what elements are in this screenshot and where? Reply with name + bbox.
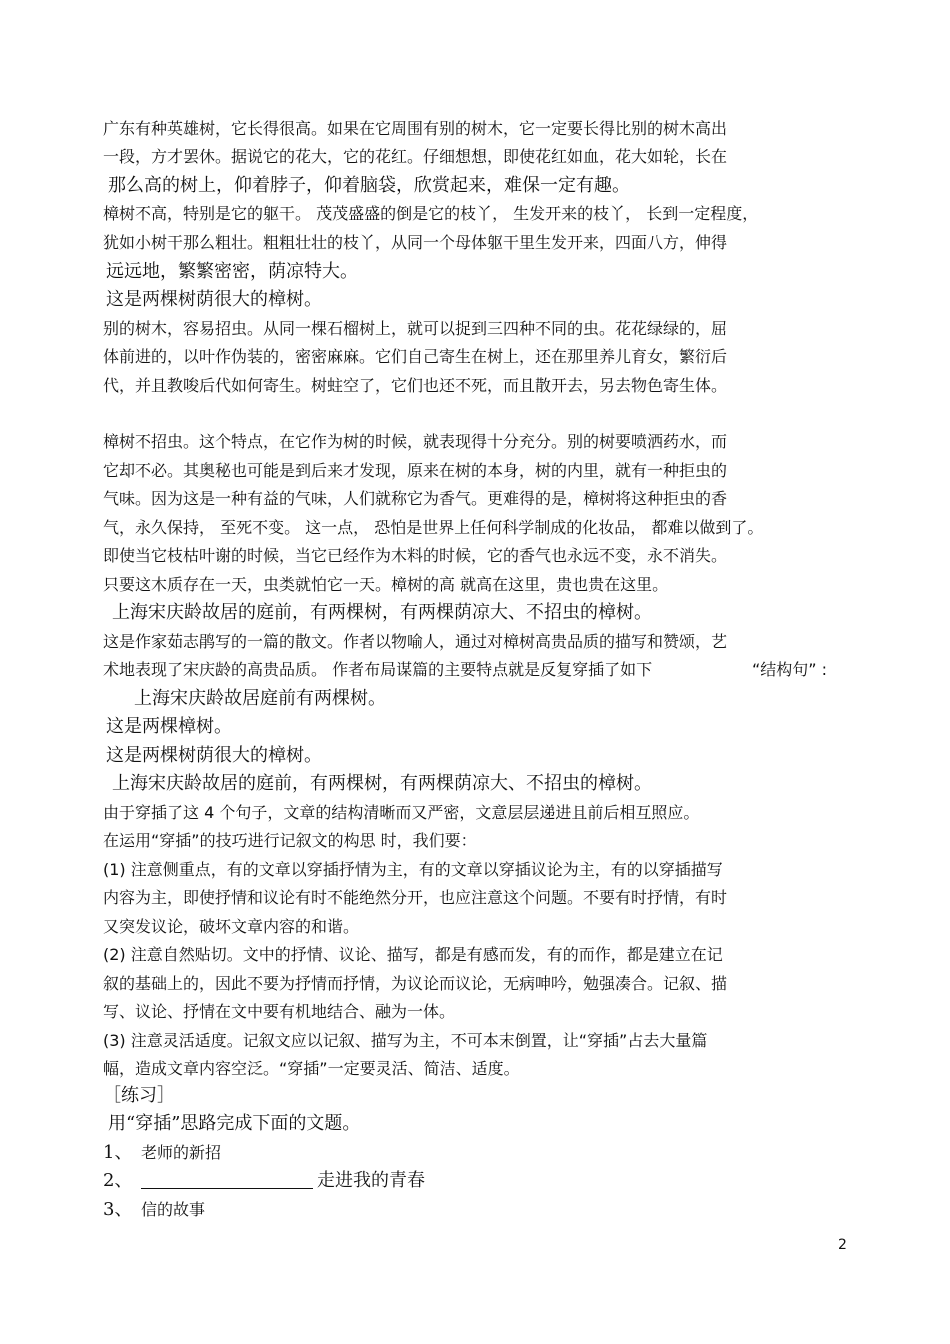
exercise-item-number: 2、 <box>103 1170 133 1191</box>
para-line: 气味。因为这是一种有益的气味，人们就称它为香气。更难得的是，樟树将这种拒虫的香 <box>103 489 728 508</box>
exercise-item-number: 3、 <box>103 1199 133 1220</box>
analysis-line: 术地表现了宋庆龄的高贵品质。 作者布局谋篇的主要特点就是反复穿插了如下 <box>103 660 653 679</box>
tip-line: (2) 注意自然贴切。文中的抒情、议论、描写，都是有感而发，有的而作，都是建立在记 <box>103 945 723 964</box>
para-line: 一段，方才罢休。据说它的花大，它的花红。仔细想想，即使花红如血，花大如轮，长在 <box>103 147 728 166</box>
exercise-item <box>103 1170 425 1192</box>
tip-line: 幅，造成文章内容空泛。“穿插”一定要灵活、简洁、适度。 <box>103 1059 520 1078</box>
para-line: 远远地，繁繁密密，荫凉特大。 <box>106 261 358 282</box>
tip-line: 写、议论、抒情在文中要有机地结合、融为一体。 <box>103 1002 456 1021</box>
summary-line: 由于穿插了这 4 个句子，文章的结构清晰而又严密，文意层层递进且前后相互照应。 <box>103 803 700 822</box>
analysis-line: 这是作家茹志鹃写的一篇的散文。作者以物喻人，通过对樟树高贵品质的描写和赞颂，艺 <box>103 632 728 651</box>
exercise-heading: ［练习］ <box>103 1085 175 1106</box>
structure-sentence: 这是两棵树荫很大的樟树。 <box>106 745 322 766</box>
para-line: 别的树木，容易招虫。从同一棵石榴树上，就可以捉到三四种不同的虫。花花绿绿的，屈 <box>103 319 728 338</box>
structure-sentence: 上海宋庆龄故居庭前有两棵树。 <box>134 688 386 709</box>
exercise-item-number: 1、 <box>103 1142 133 1163</box>
lead-line: 在运用“穿插”的技巧进行记叙文的构思 时，我们要： <box>103 831 477 850</box>
para-line: 体前进的，以叶作伪装的，密密麻麻。它们自己寄生在树上，还在那里养儿育女，繁衍后 <box>103 347 728 366</box>
structure-sentence: 上海宋庆龄故居的庭前，有两棵树，有两棵荫凉大、不招虫的樟树。 <box>112 773 652 794</box>
exercise-item-text: 走进我的青春 <box>317 1170 425 1191</box>
para-line: 这是两棵树荫很大的樟树。 <box>106 289 322 310</box>
exercise-item <box>103 1199 205 1221</box>
exercise-item-text: 信的故事 <box>141 1200 206 1219</box>
exercise-item-text: 老师的新招 <box>141 1143 222 1162</box>
analysis-line: “结构句” : <box>752 660 828 679</box>
para-line: 樟树不招虫。这个特点，在它作为树的时候，就表现得十分充分。别的树要喷洒药水，而 <box>103 432 728 451</box>
answer-blank-line[interactable] <box>141 1172 313 1189</box>
para-line: 气，永久保持， 至死不变。 这一点， 恐怕是世界上任何科学制成的化妆品， 都难以做到了。 <box>103 518 764 537</box>
para-line: 那么高的树上，仰着脖子，仰着脑袋，欣赏起来，难保一定有趣。 <box>108 175 630 196</box>
para-line: 樟树不高，特别是它的躯干。 茂茂盛盛的倒是它的枝丫， 生发开来的枝丫， 长到一定程度， <box>103 204 759 223</box>
para-line: 广东有种英雄树，它长得很高。如果在它周围有别的树木，它一定要长得比别的树木高出 <box>103 119 728 138</box>
para-line: 即使当它枝枯叶谢的时候，当它已经作为木料的时候，它的香气也永远不变，永不消失。 <box>103 546 728 565</box>
page-number: 2 <box>838 1237 847 1253</box>
para-line: 它却不必。其奥秘也可能是到后来才发现，原来在树的本身，树的内里，就有一种拒虫的 <box>103 461 728 480</box>
exercise-item <box>103 1142 221 1164</box>
tip-line: (1) 注意侧重点，有的文章以穿插抒情为主，有的文章以穿插议论为主，有的以穿插描写 <box>103 860 723 879</box>
tip-line: 叙的基础上的，因此不要为抒情而抒情，为议论而议论，无病呻吟，勉强凑合。记叙、描 <box>103 974 728 993</box>
structure-sentence: 这是两棵樟树。 <box>106 716 232 737</box>
exercise-instruction: 用“穿插”思路完成下面的文题。 <box>108 1113 361 1134</box>
tip-line: (3) 注意灵活适度。记叙文应以记叙、描写为主，不可本末倒置，让“穿插”占去大量篇 <box>103 1031 708 1050</box>
para-line: 只要这木质存在一天，虫类就怕它一天。樟树的高 就高在这里，贵也贵在这里。 <box>103 575 669 594</box>
tip-line: 又突发议论，破坏文章内容的和谐。 <box>103 917 360 936</box>
para-line: 上海宋庆龄故居的庭前，有两棵树，有两棵荫凉大、不招虫的樟树。 <box>112 602 652 623</box>
para-line: 代，并且教唆后代如何寄生。树蛀空了，它们也还不死，而且散开去，另去物色寄生体。 <box>103 376 728 395</box>
para-line: 犹如小树干那么粗壮。粗粗壮壮的枝丫，从同一个母体躯干里生发开来，四面八方，伸得 <box>103 233 728 252</box>
tip-line: 内容为主，即使抒情和议论有时不能绝然分开，也应注意这个问题。不要有时抒情，有时 <box>103 888 728 907</box>
